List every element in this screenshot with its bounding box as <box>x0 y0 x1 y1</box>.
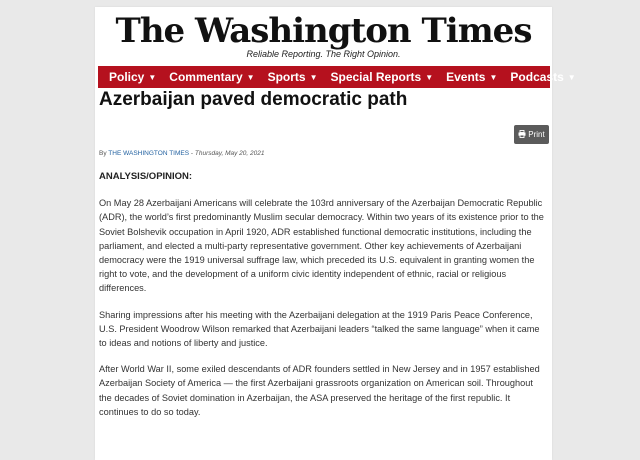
article-headline: Azerbaijan paved democratic path <box>99 89 408 110</box>
caret-down-icon: ▼ <box>425 72 434 82</box>
caret-down-icon: ▼ <box>148 72 157 82</box>
article-paragraph: On May 28 Azerbaijani Americans will celebrate the 103rd anniversary of the Azerbaijan Democratic Republic (ADR), the world’s first predominantly Muslim secular democracy. Within two years of its existence prior to the Soviet Bolshevik occupation in April 1920, ADR established functional democratic institutions, including the parliament, and elected a multi-party representative government. Other key achievements of Azerbaijani democracy were the 1919 universal suffrage law, which preceded its U.S. equivalent in granting women the right to vote, and the development of a uniform civic identity independent of ethnic, racial or religious differences. <box>99 198 544 294</box>
byline-prefix: By <box>99 150 107 157</box>
article-body <box>99 170 546 431</box>
masthead <box>95 7 552 67</box>
caret-down-icon: ▼ <box>309 72 318 82</box>
caret-down-icon: ▼ <box>489 72 498 82</box>
print-button[interactable] <box>514 125 549 144</box>
nav-item-label: Sports <box>267 70 306 84</box>
nav-item-special-reports[interactable] <box>331 70 434 84</box>
print-icon <box>518 130 526 140</box>
byline <box>99 150 265 158</box>
nav-item-sports[interactable] <box>268 70 318 84</box>
nav-item-label: Special Reports <box>330 70 422 84</box>
byline-author-link[interactable]: THE WASHINGTON TIMES <box>108 150 190 157</box>
byline-date: Thursday, May 20, 2021 <box>194 150 265 157</box>
nav-item-label: Events <box>446 70 486 84</box>
nav-item-label: Policy <box>109 70 145 84</box>
site-logo[interactable]: The Washington Times <box>115 11 532 51</box>
article-paragraph: Sharing impressions after his meeting with the Azerbaijani delegation at the 1919 Paris Peace Conference, U.S. President Woodrow Wilson remarked that Azerbaijani leaders “talked the same language” when it came to ideas and notions of liberty and justice. <box>99 309 540 349</box>
nav-item-events[interactable] <box>446 70 497 84</box>
nav-item-label: Commentary <box>169 70 243 84</box>
nav-item-podcasts[interactable] <box>510 70 575 84</box>
nav-item-policy[interactable] <box>109 70 156 84</box>
caret-down-icon: ▼ <box>567 72 576 82</box>
article-paragraph: After World War II, some exiled descendants of ADR founders settled in New Jersey and in 1957 established Azerbaijan Society of America — the first Azerbaijani grassroots organization on American soil. Throughout the decades of Soviet domination in Azerbaijan, the ASA preserved the heritage of the first republic. It continues to do so today. <box>99 364 540 417</box>
section-label: ANALYSIS/OPINION: <box>99 171 193 182</box>
caret-down-icon: ▼ <box>246 72 255 82</box>
page-sheet <box>95 7 576 460</box>
main-nav <box>98 66 576 88</box>
print-button-label: Print <box>528 130 545 139</box>
byline-separator: - <box>190 150 194 157</box>
site-tagline: Reliable Reporting. The Right Opinion. <box>246 49 401 59</box>
nav-item-commentary[interactable] <box>169 70 254 84</box>
nav-item-label: Podcasts <box>510 70 564 84</box>
